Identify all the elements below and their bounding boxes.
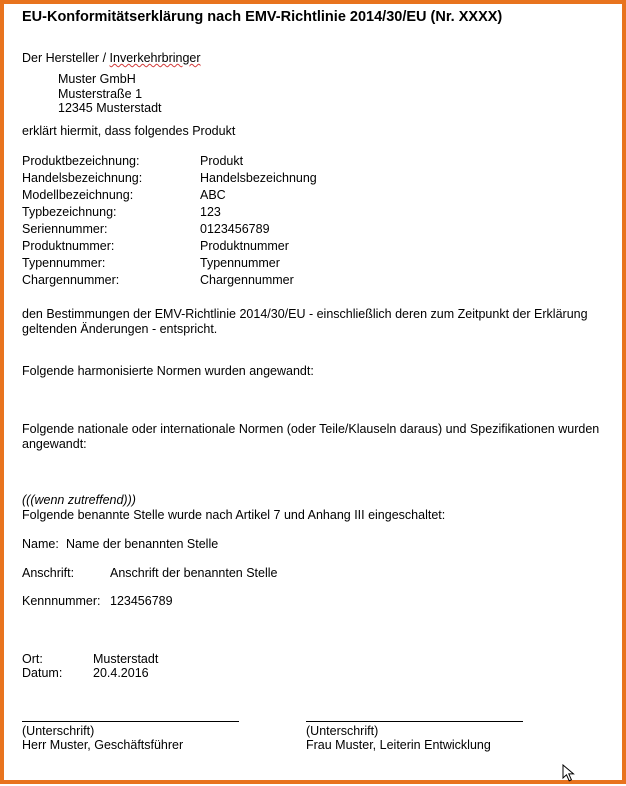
notified-body-id-value: 123456789 [110, 594, 173, 608]
date-label: Datum: [22, 666, 63, 680]
address-company: Muster GmbH [58, 72, 136, 86]
mouse-pointer-icon [562, 764, 576, 786]
signatory-name-left: Herr Muster, Geschäftsführer [22, 738, 184, 752]
product-row [22, 171, 422, 186]
signature-caption-left: (Unterschrift) [22, 724, 95, 738]
product-row-label: Handelsbezeichnung: [22, 171, 143, 185]
product-row [22, 256, 422, 271]
document-title: EU-Konformitätserklärung nach EMV-Richtlinie 2014/30/EU (Nr. XXXX) [22, 9, 503, 25]
compliance-text: den Bestimmungen der EMV-Richtlinie 2014/30/EU - einschließlich deren zum Zeitpunkt der Erklärung geltenden Änderungen - entspricht. [22, 307, 588, 336]
product-row-label: Produktbezeichnung: [22, 154, 140, 168]
product-row-value: ABC [200, 188, 226, 202]
signature-line-right [306, 721, 523, 722]
notified-body-name-label: Name: [22, 537, 59, 551]
manufacturer-label-word: Inverkehrbringer [109, 51, 201, 65]
declares-text: erklärt hiermit, dass folgendes Produkt [22, 124, 236, 138]
date-value: 20.4.2016 [93, 666, 149, 680]
national-standards-text: Folgende nationale oder internationale Normen (oder Teile/Klauseln daraus) und Spezifikationen wurden angewandt: [22, 422, 600, 451]
product-row-value: 123 [200, 205, 221, 219]
signature-line-left [22, 721, 239, 722]
product-row [22, 273, 422, 288]
product-row-value: Produktnummer [200, 239, 289, 253]
product-row-label: Produktnummer: [22, 239, 115, 253]
product-row-label: Typbezeichnung: [22, 205, 117, 219]
notified-body-address-label: Anschrift: [22, 566, 75, 580]
conditional-note: (((wenn zutreffend))) [22, 493, 136, 507]
signature-caption-right: (Unterschrift) [306, 724, 379, 738]
notified-body-address-value: Anschrift der benannten Stelle [110, 566, 278, 580]
product-row-label: Modellbezeichnung: [22, 188, 134, 202]
product-row [22, 154, 422, 169]
product-row-value: Typennummer [200, 256, 280, 270]
product-row-value: Handelsbezeichnung [200, 171, 317, 185]
signatory-name-right: Frau Muster, Leiterin Entwicklung [306, 738, 491, 752]
address-street: Musterstraße 1 [58, 87, 143, 101]
notified-body-id-label: Kennnummer: [22, 594, 101, 608]
place-label: Ort: [22, 652, 43, 666]
product-row [22, 239, 422, 254]
product-row-label: Typennummer: [22, 256, 106, 270]
product-row-value: Produkt [200, 154, 244, 168]
product-row [22, 222, 422, 237]
notified-body-name-value: Name der benannten Stelle [66, 537, 219, 551]
notified-body-text: Folgende benannte Stelle wurde nach Artikel 7 und Anhang III eingeschaltet: [22, 508, 446, 522]
product-row-value: 0123456789 [200, 222, 270, 236]
product-row [22, 188, 422, 203]
manufacturer-label-prefix: Der Hersteller / [22, 51, 110, 65]
place-value: Musterstadt [93, 652, 159, 666]
product-row [22, 205, 422, 220]
harmonised-standards-text: Folgende harmonisierte Normen wurden angewandt: [22, 364, 314, 378]
address-city: 12345 Musterstadt [58, 101, 162, 115]
product-row-value: Chargennummer [200, 273, 294, 287]
product-row-label: Seriennummer: [22, 222, 108, 236]
manufacturer-label [22, 51, 201, 66]
product-row-label: Chargennummer: [22, 273, 120, 287]
